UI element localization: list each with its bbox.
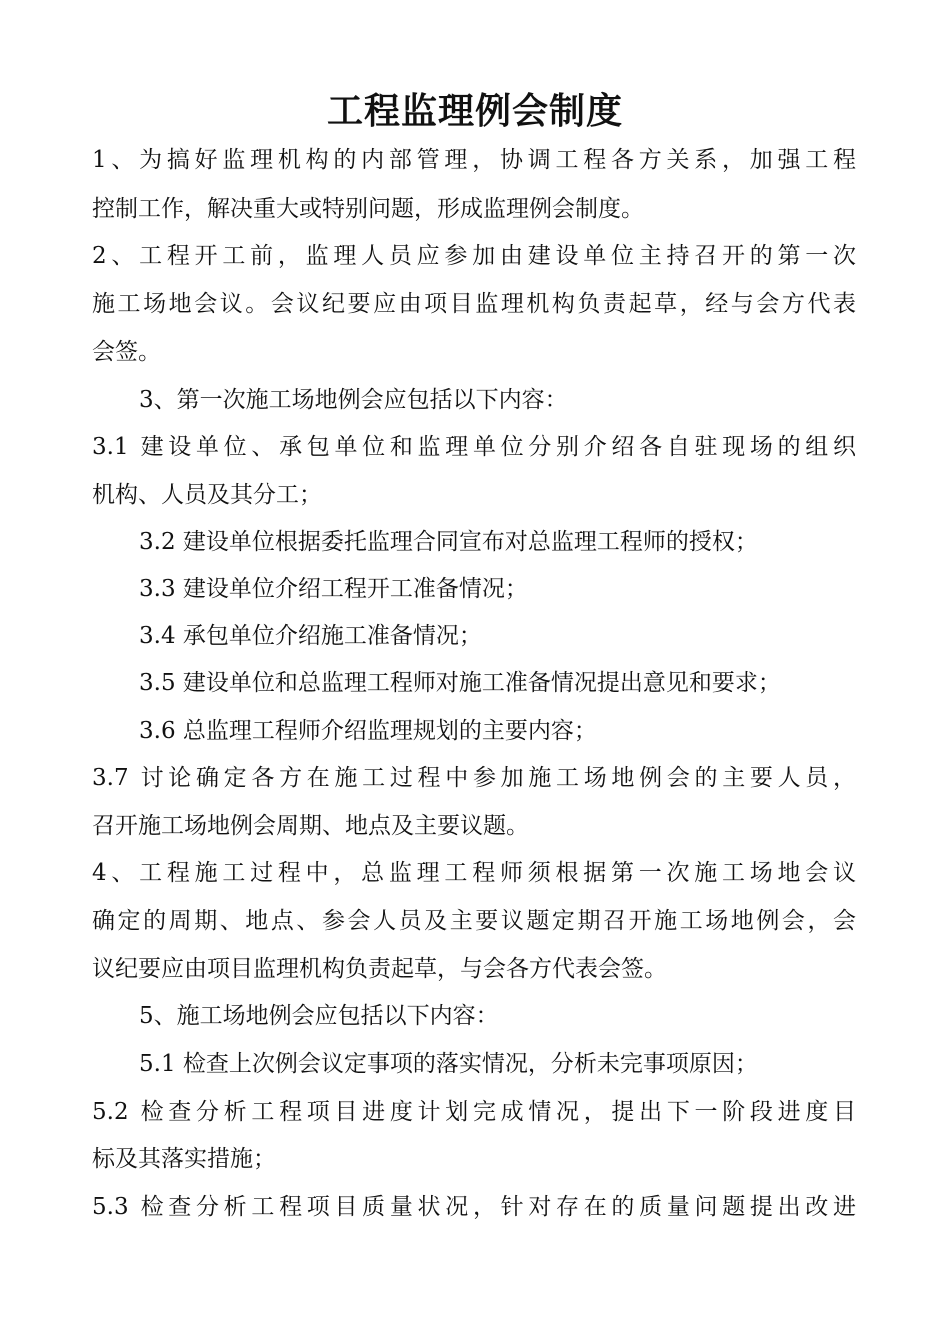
text-line: 1、为搞好监理机构的内部管理，协调工程各方关系，加强工程 xyxy=(92,147,856,173)
text-line: 确定的周期、地点、参会人员及主要议题定期召开施工场地例会，会 xyxy=(92,908,856,934)
document-title: 工程监理例会制度 xyxy=(326,91,623,132)
text-line: 控制工作，解决重大或特别问题，形成监理例会制度。 xyxy=(92,196,644,222)
text-line: 会签。 xyxy=(92,339,161,365)
text-line: 议纪要应由项目监理机构负责起草，与会各方代表会签。 xyxy=(92,956,667,982)
text-line: 3、第一次施工场地例会应包括以下内容： xyxy=(139,387,568,413)
text-line: 3.4 承包单位介绍施工准备情况； xyxy=(139,623,482,649)
text-line: 2、工程开工前，监理人员应参加由建设单位主持召开的第一次 xyxy=(92,243,856,269)
text-line: 3.2 建设单位根据委托监理合同宣布对总监理工程师的授权； xyxy=(139,529,758,555)
text-line: 5.2 检查分析工程项目进度计划完成情况，提出下一阶段进度目 xyxy=(92,1099,856,1125)
text-line: 3.3 建设单位介绍工程开工准备情况； xyxy=(139,576,528,602)
text-line: 4、工程施工过程中，总监理工程师须根据第一次施工场地会议 xyxy=(92,860,856,886)
text-line: 5、施工场地例会应包括以下内容： xyxy=(139,1003,499,1029)
text-line: 3.7 讨论确定各方在施工过程中参加施工场地例会的主要人员， xyxy=(92,765,856,791)
text-line: 3.5 建设单位和总监理工程师对施工准备情况提出意见和要求； xyxy=(139,670,781,696)
text-line: 施工场地会议。会议纪要应由项目监理机构负责起草，经与会方代表 xyxy=(92,291,856,317)
text-line: 5.3 检查分析工程项目质量状况，针对存在的质量问题提出改进 xyxy=(92,1194,856,1220)
text-line: 3.1 建设单位、承包单位和监理单位分别介绍各自驻现场的组织 xyxy=(92,434,856,460)
text-line: 召开施工场地例会周期、地点及主要议题。 xyxy=(92,813,529,839)
text-line: 5.1 检查上次例会议定事项的落实情况，分析未完事项原因； xyxy=(139,1051,758,1077)
text-line: 3.6 总监理工程师介绍监理规划的主要内容； xyxy=(139,718,597,744)
text-line: 机构、人员及其分工； xyxy=(92,482,322,508)
text-line: 标及其落实措施； xyxy=(92,1146,276,1172)
